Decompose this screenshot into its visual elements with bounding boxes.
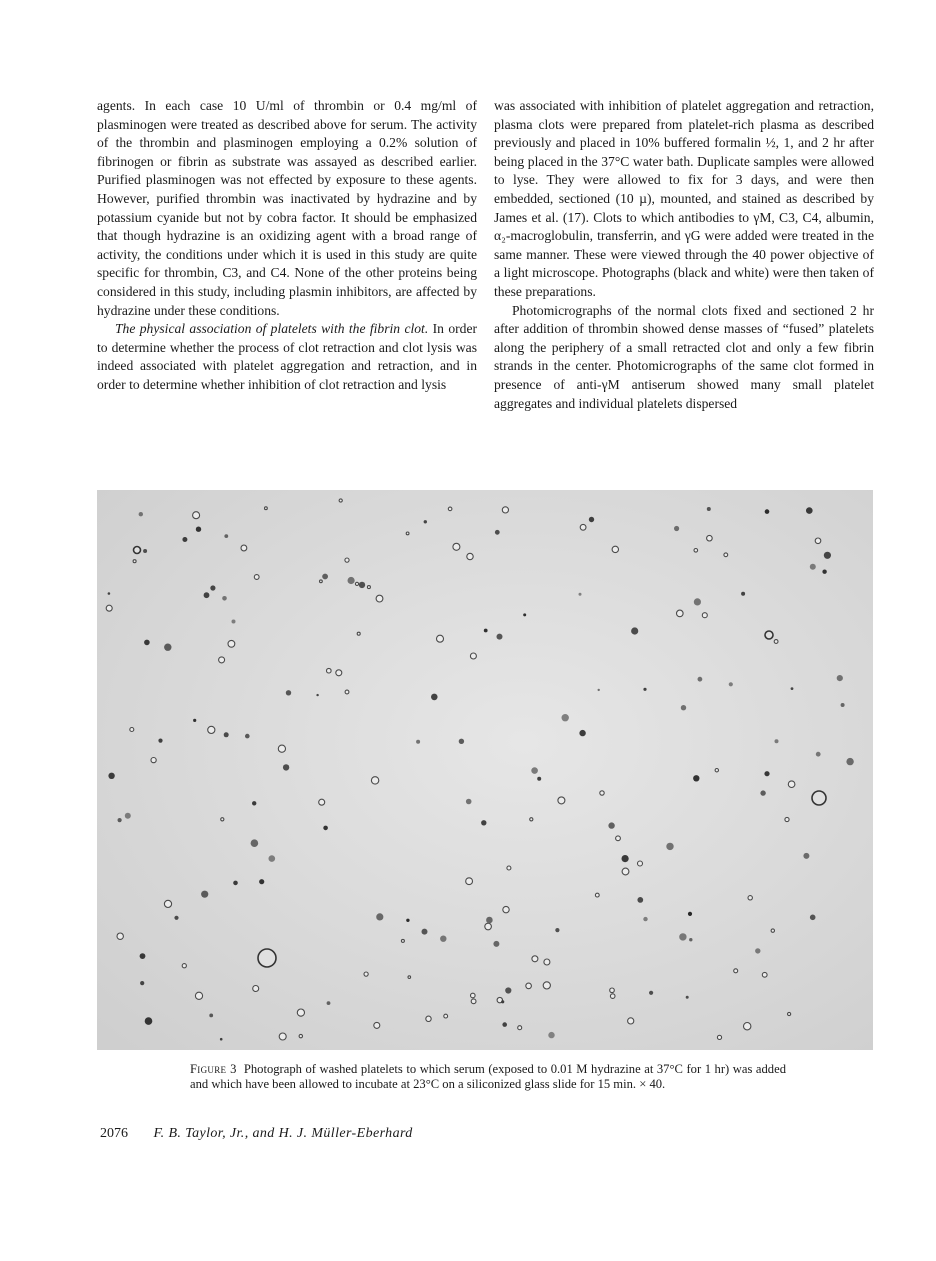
platelet-speck [299,1034,302,1037]
platelet-speck [765,509,770,514]
platelet-speck [622,855,629,862]
platelet-speck [164,644,171,651]
platelet-aggregate [765,631,773,639]
platelet-speck [140,953,146,959]
platelet-speck [579,593,582,596]
platelet-speck [791,687,794,690]
platelet-speck [106,605,112,611]
platelet-speck [532,956,538,962]
platelet-speck [224,732,229,737]
platelet-speck [775,739,779,743]
platelet-speck [139,512,143,516]
platelet-speck [408,976,411,979]
platelet-speck [748,896,752,900]
platelet-speck [503,906,509,912]
platelet-speck [320,580,323,583]
platelet-speck [228,640,235,647]
platelet-speck [810,564,816,570]
platelet-speck [345,558,349,562]
platelet-speck [125,813,131,819]
platelet-aggregate [258,949,276,967]
platelet-speck [562,714,569,721]
platelet-speck [600,791,604,795]
platelet-speck [208,726,215,733]
platelet-speck [164,900,171,907]
platelet-speck [424,520,427,523]
platelet-speck [579,730,585,736]
platelet-speck [598,689,600,691]
platelet-speck [612,546,618,552]
platelet-speck [744,1023,751,1030]
platelet-speck [459,739,464,744]
platelet-speck [485,923,492,930]
platelet-speck [764,771,769,776]
platelet-speck [251,839,259,847]
platelet-speck [688,912,692,916]
platelet-speck [526,983,532,989]
platelet-speck [367,586,370,589]
platelet-speck [681,705,686,710]
platelet-speck [283,764,289,770]
platelet-speck [803,853,809,859]
platelet-speck [252,801,256,805]
platelet-speck [497,634,503,640]
platelet-speck [140,981,144,985]
platelet-speck [470,653,476,659]
platelet-speck [788,1012,791,1015]
platelet-speck [467,553,473,559]
right-text-column [494,97,874,413]
platelet-speck [824,552,831,559]
platelet-speck [327,668,332,673]
platelet-speck [182,964,186,968]
platelet-speck [133,560,136,563]
platelet-speck [755,948,760,953]
figure-label: Figure 3 [190,1062,237,1076]
platelet-speck [788,781,795,788]
platelet-speck [481,820,486,825]
platelet-speck [224,534,228,538]
platelet-speck [610,988,615,993]
platelet-speck [204,592,210,598]
platelet-speck [297,1009,304,1016]
platelet-speck [209,1014,213,1018]
platelet-speck [444,1014,448,1018]
platelet-speck [357,632,360,635]
platelet-speck [707,507,711,511]
platelet-speck [595,893,599,897]
platelet-speck [707,535,713,541]
platelet-speck [741,592,745,596]
platelet-speck [233,881,238,886]
platelet-speck [694,598,701,605]
platelet-speck [774,640,778,644]
platelet-speck [143,549,147,553]
platelet-speck [666,843,673,850]
platelet-speck [253,986,259,992]
platelet-speck [151,758,156,763]
platelet-micrograph-image [97,490,873,1050]
left-paragraph-2-text: In order to determine whether the process of clot retraction and clot lysis was indeed associated with platelet aggregation and retraction, and in order to determine whether inhibition of clot retraction and lysis [97,321,478,392]
platelet-speck [286,690,291,695]
platelet-speck [278,745,285,752]
left-paragraph-1: agents. In each case 10 U/ml of thrombin or 0.4 mg/ml of plasminogen were treated as described above for serum. The activity of the thrombin and plasminogen employing a 0.2% solution of fibrinogen or fibrin as substrate was assayed as described earlier. Purified plasminogen was not effected by exposure to these agents. However, purified thrombin was inactivated by hydrazine and by potassium cyanide but not by cobra factor. It should be emphasized that though hydrazine is an oxidizing agent with a broad range of activity, the conditions under which it is used in this study are quite specific for thrombin, C3, and C4. None of the other proteins being considered in this study, including plasmin inhibitors, are affected by hydrazine under these conditions. [97,98,477,318]
platelet-speck [486,917,493,924]
platelet-speck [144,640,150,646]
platelet-speck [837,675,843,681]
platelet-speck [698,677,703,682]
platelet-speck [689,938,692,941]
platelet-speck [108,592,111,595]
platelet-speck [431,694,438,701]
platelet-speck [638,861,643,866]
platelet-aggregate [812,791,826,805]
platelet-speck [193,719,196,722]
platelet-speck [221,818,224,821]
platelet-speck [195,992,202,999]
platelet-speck [734,969,738,973]
platelet-speck [471,993,476,998]
platelet-speck [416,740,420,744]
platelet-speck [374,1022,380,1028]
platelet-speck [616,836,621,841]
platelet-speck [816,752,821,757]
platelet-speck [210,585,215,590]
platelet-speck [269,855,276,862]
platelet-speck [531,767,538,774]
platelet-speck [406,532,409,535]
platelet-speck [643,688,646,691]
section-run-in-heading: The physical association of platelets with the fibrin clot. [115,321,429,337]
platelet-speck [371,777,378,784]
platelet-speck [771,929,774,932]
platelet-speck [694,549,698,553]
platelet-speck [815,538,821,544]
platelet-speck [222,596,227,601]
platelet-speck [319,799,325,805]
platelet-speck [558,797,565,804]
platelet-speck [502,507,508,513]
platelet-speck [729,682,733,686]
platelet-speck [401,939,404,942]
platelet-speck [130,728,134,732]
platelet-speck [628,1018,634,1024]
platelet-speck [196,527,201,532]
platelet-speck [193,512,200,519]
platelet-speck [364,972,368,976]
platelet-speck [846,758,853,765]
figure-caption [190,1062,786,1092]
platelet-speck [376,595,383,602]
page-footer [100,1126,413,1142]
platelet-aggregate [134,547,141,554]
platelet-speck [548,1032,554,1038]
platelet-speck [406,919,409,922]
platelet-speck [631,627,638,634]
platelet-speck [316,694,318,696]
platelet-speck [643,917,647,921]
platelet-speck [622,868,629,875]
platelet-speck [108,773,114,779]
platelet-speck [610,994,615,999]
platelet-speck [715,769,718,772]
platelet-speck [505,987,511,993]
platelet-speck [649,991,653,995]
platelet-speck [674,526,679,531]
platelet-speck [323,826,328,831]
left-text-column [97,97,477,395]
platelet-speck [219,657,225,663]
platelet-speck [174,916,178,920]
platelet-speck [841,703,845,707]
platelet-speck [580,524,586,530]
right-paragraph-2: Photomicrographs of the normal clots fixed and sectioned 2 hr after addition of thrombin showed dense masses of “fused” platelets along the periphery of a small retracted clot and only a few fibrin strands in the center. Photomicrographs of the same clot formed in presence of anti-γM antiserum showed many small platelet aggregates and individual platelets dispersed [494,302,874,411]
platelet-speck [806,507,813,514]
platelet-speck [339,499,342,502]
platelet-speck [471,999,476,1004]
platelet-speck [507,866,511,870]
platelet-speck [822,570,826,574]
platelet-speck [158,739,162,743]
platelet-speck [348,577,355,584]
platelet-speck [232,620,236,624]
left-paragraph-2 [97,320,477,394]
running-authors: F. B. Taylor, Jr., and H. J. Müller-Eberhard [153,1126,413,1141]
platelet-speck [145,1017,153,1025]
platelet-speck [693,775,699,781]
platelet-speck [359,582,365,588]
platelet-speck [336,670,342,676]
right-paragraph-1: was associated with inhibition of platelet aggregation and retraction, plasma clots were prepared from platelet-rich plasma as described previously and placed in 10% buffered formalin ½, 1, and 2 hr after being placed in the 37°C water bath. Duplicate samples were allowed to lyse. They were allowed to fix for 3 days, and were then embedded, sectioned (10 µ), mounted, and stained as described by James et al. (17). Clots to which antibodies to γM, C3, C4, albumin, α₂-macroglobulin, transferrin, and γG were added were treated in the same manner. These were viewed through the 40 power objective of a light microscope. Photographs (black and white) were then taken of these preparations. [494,98,874,299]
platelet-speck [523,613,526,616]
platelet-speck [544,959,550,965]
platelet-speck [589,517,594,522]
platelet-speck [182,537,187,542]
platelet-speck [453,543,460,550]
platelet-speck [355,582,358,585]
platelet-speck [717,1035,721,1039]
platelet-speck [518,1026,522,1030]
platelet-speck [543,982,550,989]
platelet-speck [484,629,488,633]
platelet-speck [220,1038,223,1041]
platelet-speck [422,929,428,935]
page-number: 2076 [100,1126,128,1141]
platelet-speck [502,1022,507,1027]
platelet-speck [245,734,250,739]
platelet-speck [785,817,789,821]
platelet-speck [117,933,123,939]
micrograph-figure [97,490,873,1050]
platelet-speck [637,897,643,903]
platelet-speck [448,507,452,511]
platelet-speck [555,928,559,932]
platelet-speck [345,690,349,694]
platelet-speck [810,915,816,921]
platelet-speck [608,822,614,828]
platelet-speck [440,936,446,942]
platelet-speck [279,1033,286,1040]
platelet-speck [322,574,328,580]
platelet-speck [724,553,728,557]
platelet-speck [241,545,247,551]
platelet-speck [259,879,264,884]
platelet-speck [437,635,444,642]
platelet-speck [254,575,259,580]
platelet-speck [679,933,686,940]
platelet-speck [327,1001,331,1005]
figure-caption-text: Photograph of washed platelets to which serum (exposed to 0.01 M hydrazine at 37°C for 1 hr) was added and which have been allowed to incubate at 23°C on a siliconized glass slide for 15 min. × 40. [190,1062,786,1092]
platelet-speck [201,891,208,898]
platelet-speck [466,878,473,885]
platelet-speck [762,972,767,977]
platelet-speck [501,1000,504,1003]
platelet-speck [426,1016,431,1021]
platelet-speck [118,818,122,822]
platelet-speck [702,613,707,618]
platelet-speck [495,530,500,535]
platelet-speck [376,913,383,920]
platelet-speck [686,996,689,999]
platelet-speck [677,610,684,617]
platelet-speck [493,941,499,947]
platelet-speck [760,790,765,795]
platelet-speck [265,507,268,510]
platelet-speck [537,777,541,781]
platelet-speck [530,818,533,821]
platelet-speck [466,799,472,805]
